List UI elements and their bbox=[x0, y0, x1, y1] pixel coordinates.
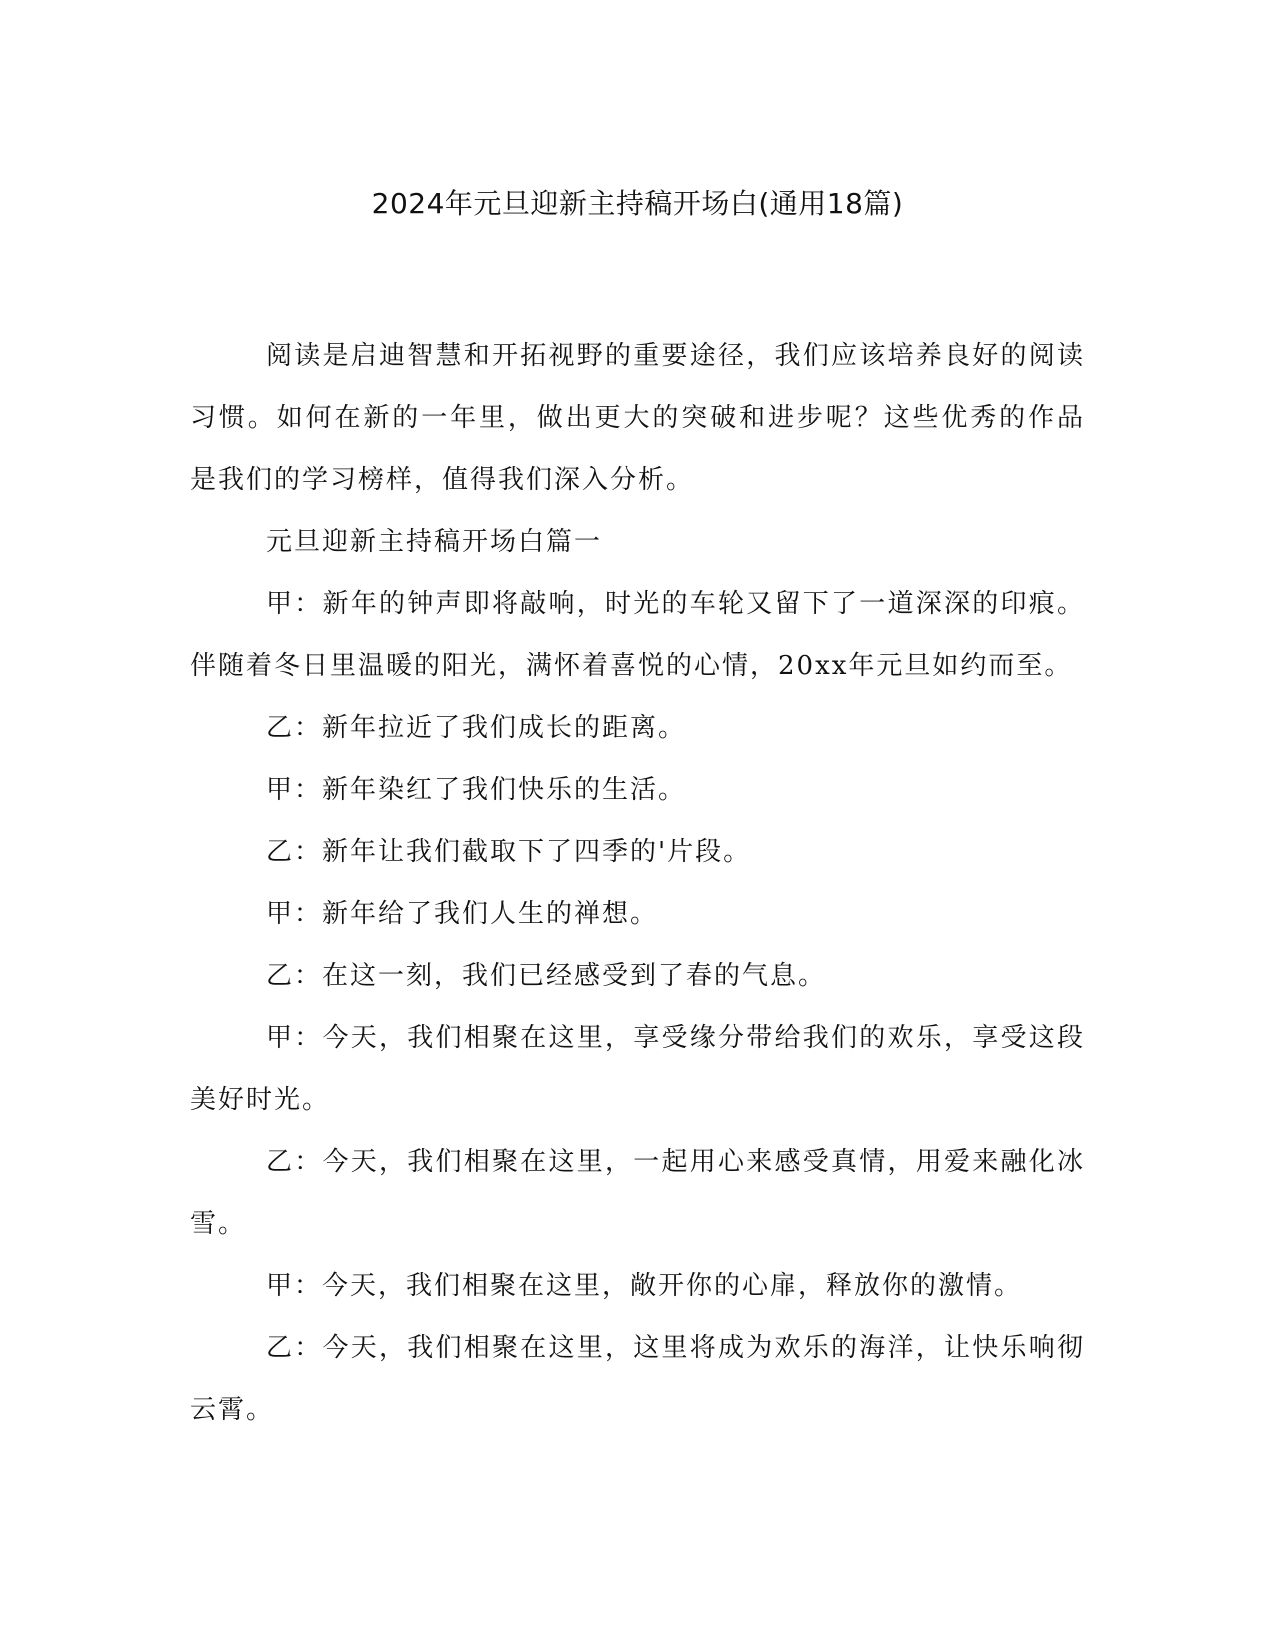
dialogue-paragraph: 乙：新年拉近了我们成长的距离。 bbox=[266, 713, 687, 743]
dialogue-paragraph: 甲：今天，我们相聚在这里，敞开你的心扉，释放你的激情。 bbox=[266, 1271, 1023, 1301]
dialogue-paragraph: 甲：新年染红了我们快乐的生活。 bbox=[266, 775, 687, 805]
dialogue-paragraph: 甲：今天，我们相聚在这里，享受缘分带给我们的欢乐，享受这段美好时光。 bbox=[190, 1023, 1085, 1115]
intro-paragraph: 阅读是启迪智慧和开拓视野的重要途径，我们应该培养良好的阅读习惯。如何在新的一年里，做出更大的突破和进步呢？这些优秀的作品是我们的学习榜样，值得我们深入分析。 bbox=[190, 341, 1085, 495]
dialogue-paragraph: 甲：新年的钟声即将敲响，时光的车轮又留下了一道深深的印痕。伴随着冬日里温暖的阳光，满怀着喜悦的心情，20xx年元旦如约而至。 bbox=[190, 589, 1085, 681]
document-body bbox=[190, 325, 1085, 1441]
section-heading: 元旦迎新主持稿开场白篇一 bbox=[266, 527, 603, 557]
dialogue-paragraph: 乙：在这一刻，我们已经感受到了春的气息。 bbox=[266, 961, 827, 991]
dialogue-paragraph: 乙：今天，我们相聚在这里，这里将成为欢乐的海洋，让快乐响彻云霄。 bbox=[190, 1333, 1085, 1425]
dialogue-paragraph: 乙：今天，我们相聚在这里，一起用心来感受真情，用爱来融化冰雪。 bbox=[190, 1147, 1085, 1239]
document-title: 2024年元旦迎新主持稿开场白(通用18篇) bbox=[371, 187, 904, 220]
dialogue-paragraph: 乙：新年让我们截取下了四季的'片段。 bbox=[266, 837, 752, 867]
dialogue-paragraph: 甲：新年给了我们人生的禅想。 bbox=[266, 899, 659, 929]
